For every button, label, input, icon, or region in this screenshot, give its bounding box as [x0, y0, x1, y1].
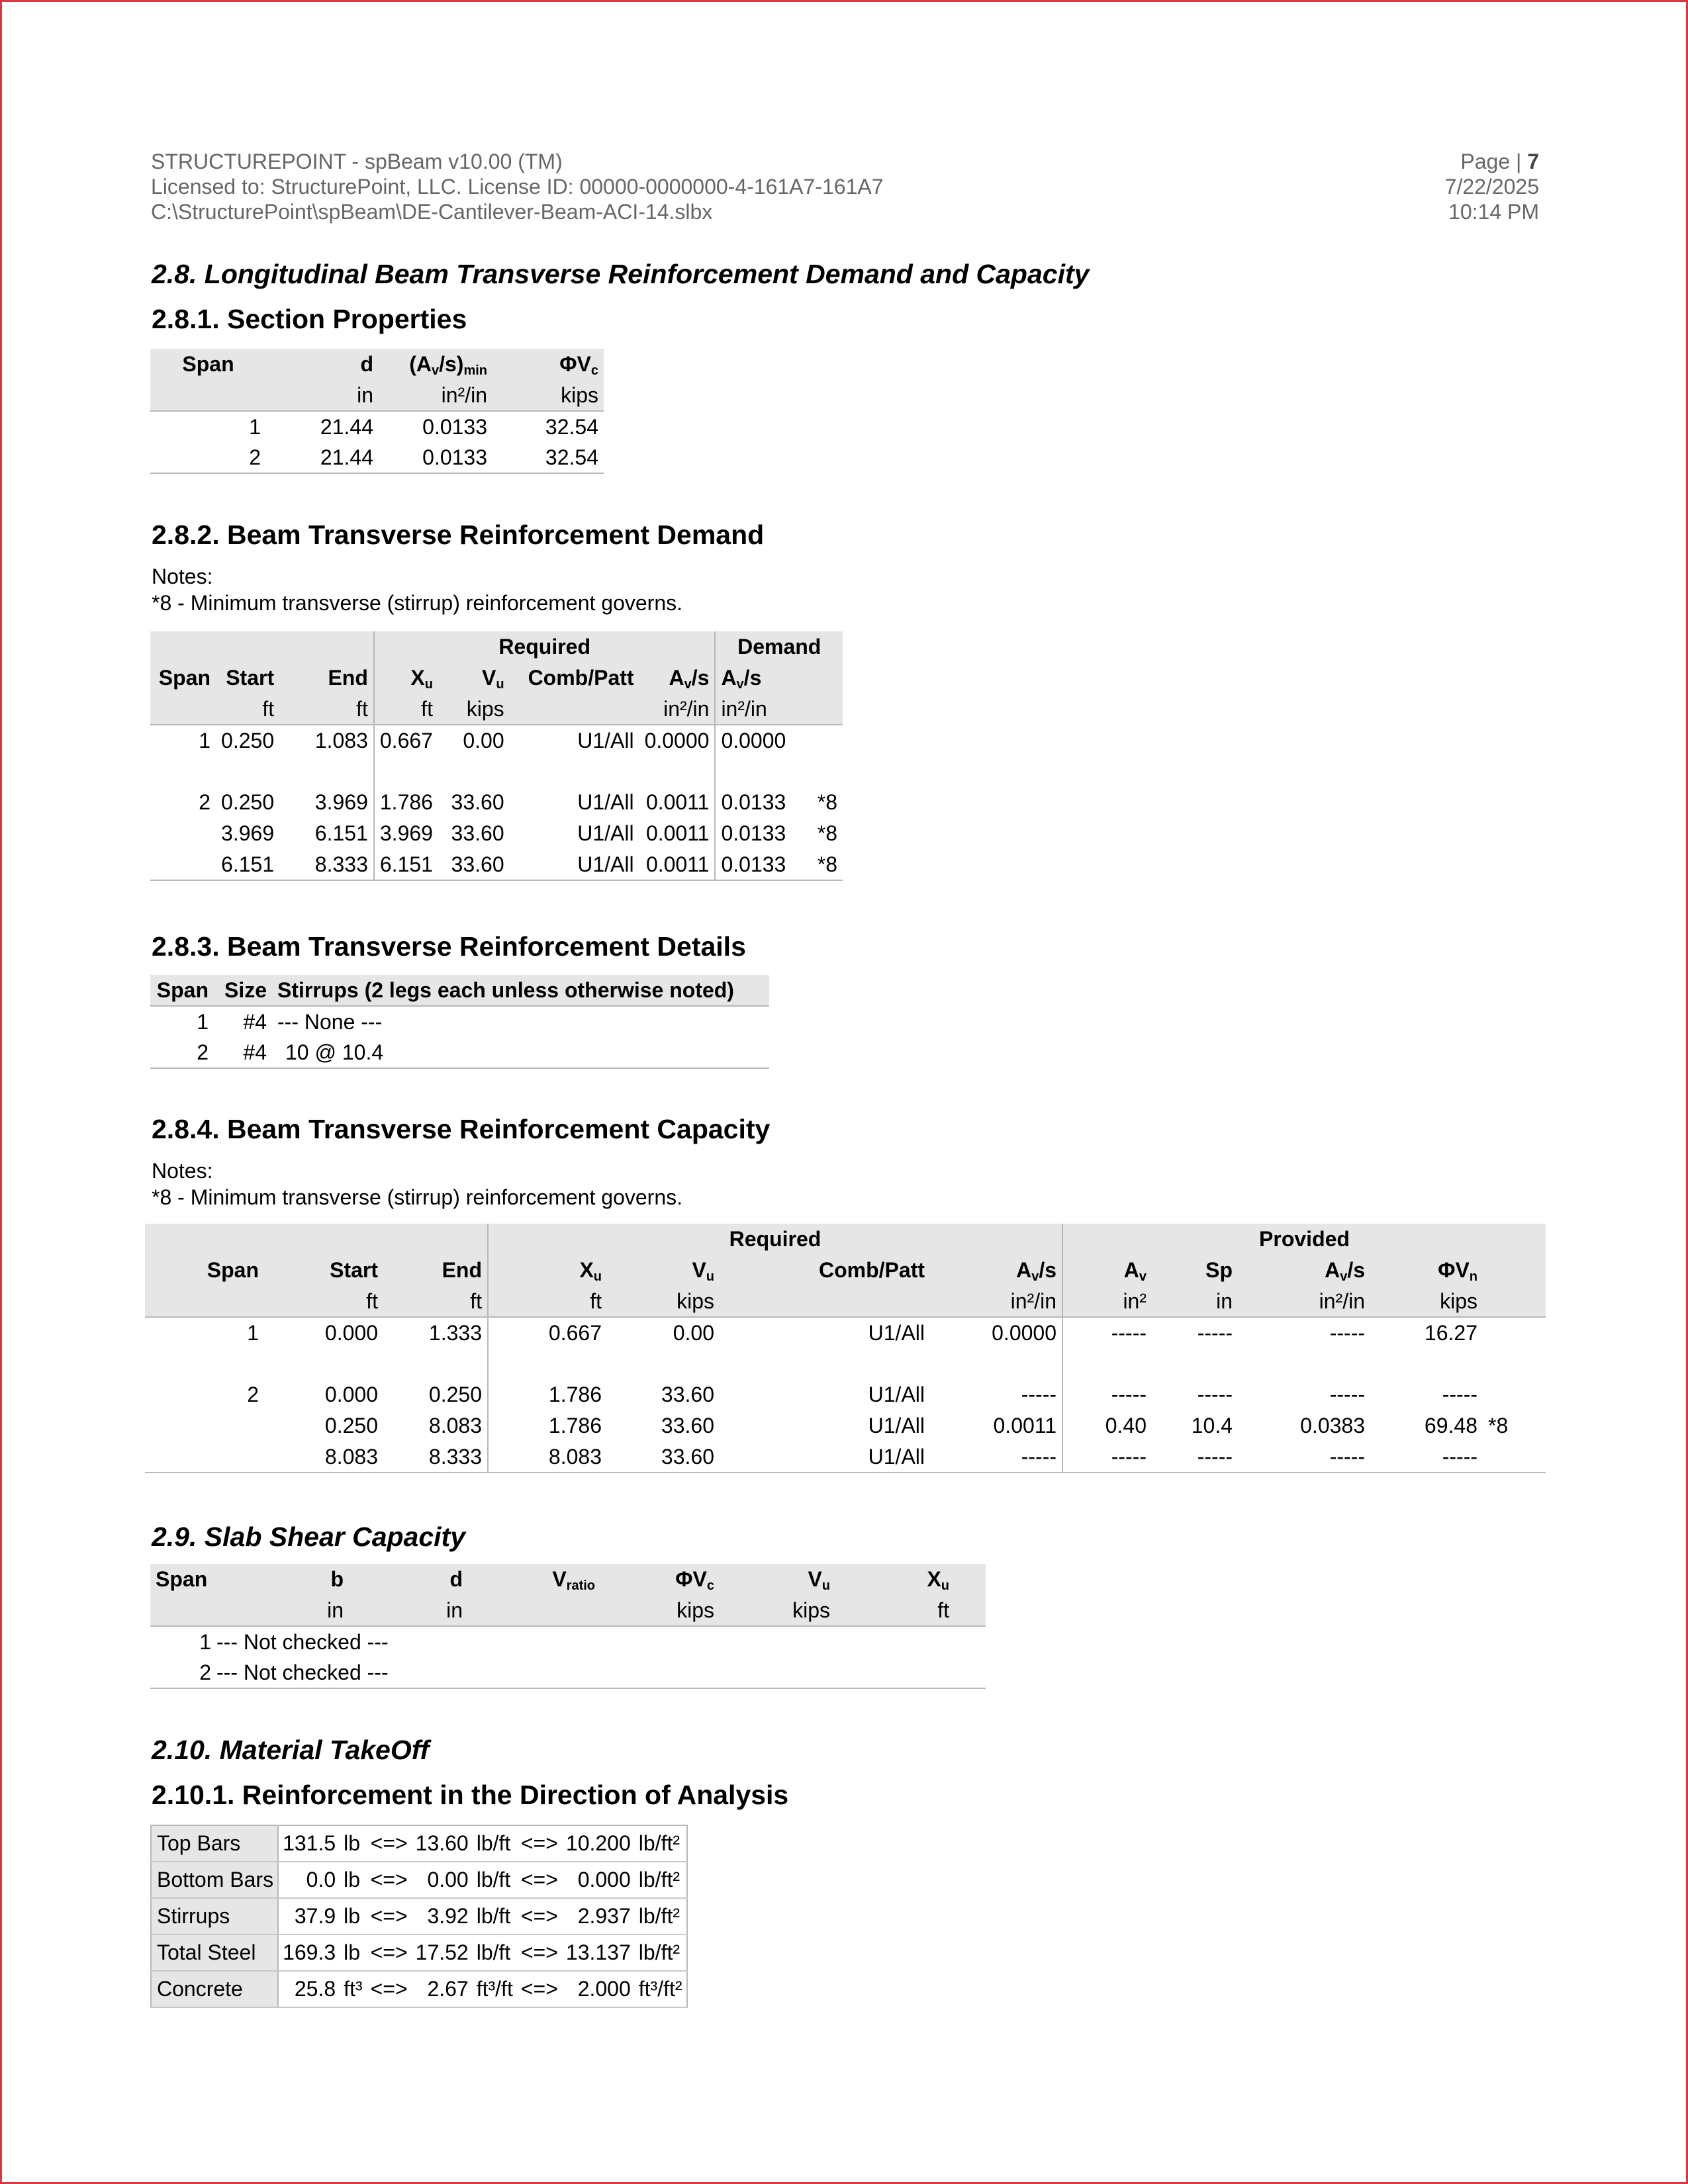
section-2-8-4-title: 2.8.4. Beam Transverse Reinforcement Capacity	[152, 1114, 771, 1144]
unit-vc: kips	[492, 380, 604, 411]
col-demand-avs-header: $A_v/s$	[715, 662, 791, 694]
table-row: 1 21.44 0.0133 32.54	[249, 414, 598, 439]
col-phivc-header: $\Phi V_c$	[492, 349, 604, 380]
col-stirrups-header: Stirrups (2 legs each unless otherwise noted)	[272, 975, 769, 1006]
col-sp-header: Sp	[1152, 1255, 1238, 1286]
report-date: 7/22/2025	[1444, 175, 1539, 199]
notes-label: Notes:	[152, 565, 213, 588]
notes-block	[152, 563, 682, 616]
col-start-header: Start	[264, 1255, 383, 1286]
table-row: Concrete 25.8 ft³ <=> 2.67 ft³/ft <=> 2.000 ft³/ft²	[151, 1971, 687, 2007]
section-properties-table	[150, 349, 604, 474]
unit-sp: in	[1152, 1286, 1238, 1317]
col-end-header: End	[383, 1255, 488, 1286]
col-span-header: Span	[145, 1255, 264, 1286]
section-2-10-title: 2.10. Material TakeOff	[152, 1735, 430, 1765]
notes-block	[152, 1158, 682, 1210]
col-vu-header: $V_u$	[607, 1255, 720, 1286]
table-row: 2 --- Not checked ---	[199, 1660, 389, 1684]
table-row: 1 #4 --- None ---	[197, 1009, 383, 1034]
section-2-8-3-title: 2.8.3. Beam Transverse Reinforcement Details	[152, 931, 746, 962]
col-vu-header: $V_u$	[438, 662, 510, 694]
file-path: C:\StructurePoint\spBeam\DE-Cantilever-Beam-ACI-14.slbx	[151, 200, 713, 224]
section-2-8-2-title: 2.8.2. Beam Transverse Reinforcement Demand	[152, 520, 765, 550]
table-row: 1 0.250 1.083 0.667 0.00 U1/All 0.0000 0.0000	[150, 725, 843, 756]
page-indicator	[1445, 149, 1539, 174]
col-b-header: b	[216, 1564, 349, 1595]
table-row: 0.250 8.083 1.786 33.60 U1/All 0.0011 0.40 10.4 0.0383 69.48 *8	[145, 1410, 1546, 1441]
table-row: Stirrups 37.9 lb <=> 3.92 lb/ft <=> 2.937 lb/ft²	[151, 1898, 687, 1934]
col-span-header: Span	[150, 1564, 216, 1595]
unit-start: ft	[264, 1286, 383, 1317]
note-text: *8 - Minimum transverse (stirrup) reinforcement governs.	[152, 591, 683, 615]
col-comb-header: Comb/Patt	[510, 662, 639, 694]
demand-group-header: Demand	[715, 631, 843, 662]
col-avs-header: $A_v/s$	[930, 1255, 1062, 1286]
unit-avs: in²/in	[379, 380, 492, 411]
col-xu-header: $X_u$	[488, 1255, 607, 1286]
capacity-table	[145, 1224, 1546, 1473]
table-row: 2 0.250 3.969 1.786 33.60 U1/All 0.0011 0.0133 *8	[150, 787, 843, 818]
col-start-header: Start	[216, 662, 279, 694]
col-size-header: Size	[214, 975, 272, 1006]
col-vu-header: $V_u$	[720, 1564, 835, 1595]
license-info: Licensed to: StructurePoint, LLC. License ID: 00000-0000000-4-161A7-161A7	[151, 175, 884, 199]
details-table	[150, 975, 769, 1069]
material-takeoff-table	[150, 1825, 688, 2008]
unit-vu: kips	[607, 1286, 720, 1317]
unit-avs: in²/in	[639, 694, 716, 725]
required-group-header: Required	[374, 631, 716, 662]
col-xu-header: $X_u$	[374, 662, 438, 694]
report-header-right	[1445, 149, 1539, 224]
table-row: Bottom Bars 0.0 lb <=> 0.00 lb/ft <=> 0.000 lb/ft²	[151, 1862, 687, 1898]
unit-xu: ft	[488, 1286, 607, 1317]
provided-group-header: Provided	[1062, 1224, 1546, 1255]
unit-d: in	[266, 380, 379, 411]
col-phivn-header: $\Phi V_n$	[1370, 1255, 1483, 1286]
unit-start: ft	[216, 694, 279, 725]
unit-vn: kips	[1370, 1286, 1483, 1317]
col-phivc-header: $\Phi V_c$	[600, 1564, 720, 1595]
unit-av: in²	[1062, 1286, 1152, 1317]
report-header-left	[151, 149, 884, 224]
section-2-8-1-title: 2.8.1. Section Properties	[152, 304, 467, 334]
unit-end: ft	[383, 1286, 488, 1317]
col-d-header: d	[266, 349, 379, 380]
table-row: Top Bars 131.5 lb <=> 13.60 lb/ft <=> 10.200 lb/ft²	[151, 1825, 687, 1862]
table-row: 8.083 8.333 8.083 33.60 U1/All ----- ----- ----- ----- -----	[145, 1441, 1546, 1473]
unit-xu: ft	[374, 694, 438, 725]
page-number: 7	[1527, 150, 1539, 173]
col-avs-min-header: $(A_v/s)_{min}$	[379, 349, 492, 380]
note-text: *8 - Minimum transverse (stirrup) reinforcement governs.	[152, 1185, 683, 1209]
col-d-header: d	[349, 1564, 468, 1595]
section-2-10-1-title: 2.10.1. Reinforcement in the Direction of Analysis	[152, 1780, 789, 1810]
slab-shear-table	[150, 1564, 986, 1689]
demand-table	[150, 631, 843, 881]
table-row: 3.969 6.151 3.969 33.60 U1/All 0.0011 0.0133 *8	[150, 818, 843, 849]
section-2-9-title: 2.9. Slab Shear Capacity	[152, 1522, 466, 1552]
required-group-header: Required	[488, 1224, 1062, 1255]
unit-demand-avs: in²/in	[715, 694, 791, 725]
table-row: 6.151 8.333 6.151 33.60 U1/All 0.0011 0.0133 *8	[150, 849, 843, 880]
col-xu-header: $X_u$	[835, 1564, 955, 1595]
unit-vu: kips	[438, 694, 510, 725]
unit-d: in	[349, 1595, 468, 1626]
col-avs-header: $A_v/s$	[639, 662, 716, 694]
col-vratio-header: $V_{ratio}$	[468, 1564, 600, 1595]
col-provided-avs-header: $A_v/s$	[1238, 1255, 1370, 1286]
table-row: Total Steel 169.3 lb <=> 17.52 lb/ft <=> 13.137 lb/ft²	[151, 1934, 687, 1971]
table-row: 2 #4 10 @ 10.4	[197, 1040, 384, 1064]
col-end-header: End	[279, 662, 374, 694]
col-span-header: Span	[150, 349, 266, 380]
unit-xu: ft	[835, 1595, 955, 1626]
col-comb-header: Comb/Patt	[720, 1255, 930, 1286]
unit-end: ft	[279, 694, 374, 725]
col-span-header: Span	[150, 975, 214, 1006]
notes-label: Notes:	[152, 1159, 213, 1183]
unit-vu: kips	[720, 1595, 835, 1626]
table-row: 1 --- Not checked ---	[199, 1629, 389, 1654]
section-2-8-title: 2.8. Longitudinal Beam Transverse Reinforcement Demand and Capacity	[152, 259, 1090, 289]
col-av-header: $A_v$	[1062, 1255, 1152, 1286]
program-name: STRUCTUREPOINT - spBeam v10.00 (TM)	[151, 150, 563, 173]
table-row: 1 0.000 1.333 0.667 0.00 U1/All 0.0000 ----- ----- ----- 16.27	[145, 1317, 1546, 1348]
unit-vc: kips	[600, 1595, 720, 1626]
report-time: 10:14 PM	[1448, 200, 1539, 224]
unit-avs: in²/in	[930, 1286, 1062, 1317]
unit-b: in	[216, 1595, 349, 1626]
unit-provided-avs: in²/in	[1238, 1286, 1370, 1317]
page-label: Page |	[1460, 150, 1528, 173]
table-row: 2 21.44 0.0133 32.54	[249, 445, 598, 469]
table-row: 2 0.000 0.250 1.786 33.60 U1/All ----- ----- ----- ----- -----	[145, 1379, 1546, 1410]
col-span-header: Span	[150, 662, 216, 694]
